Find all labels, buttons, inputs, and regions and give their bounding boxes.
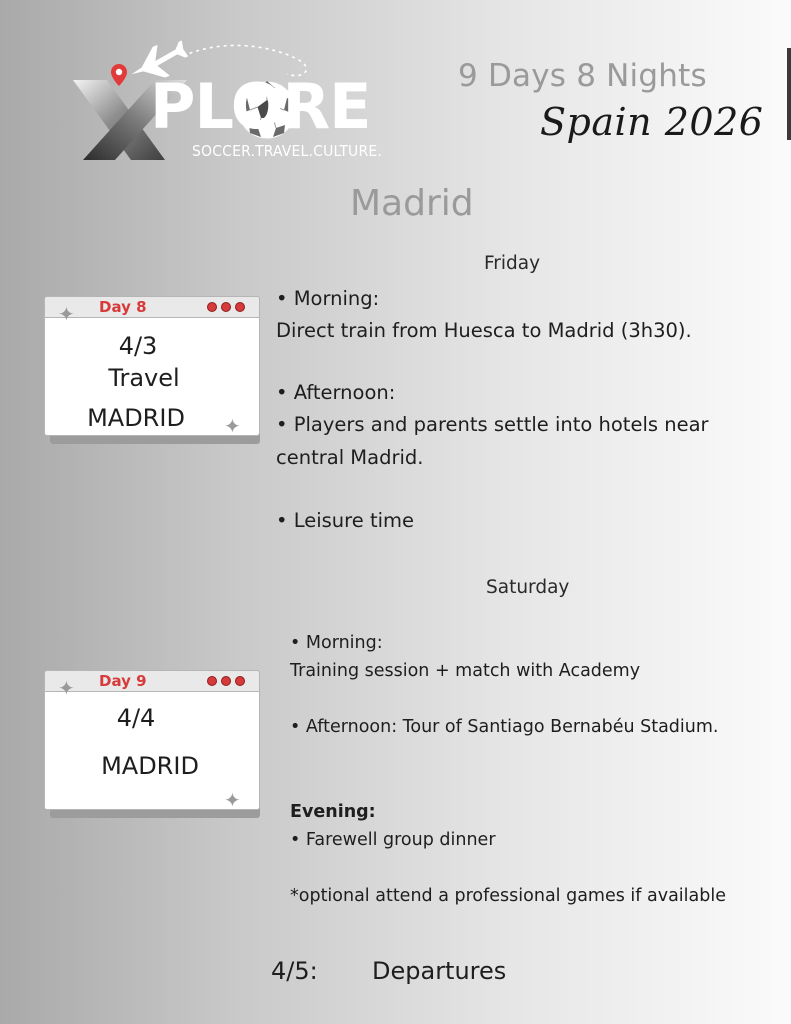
trip-title [540,100,780,180]
itinerary-item: central Madrid. [276,446,424,469]
optional-note: *optional attend a professional games if available [290,886,726,906]
itinerary-item: • Afternoon: Tour of Santiago Bernabéu Stadium. [290,717,719,737]
dot-icon [207,302,217,312]
dot-icon [221,676,231,686]
day-card-8 [44,296,260,438]
sparkle-icon: ✦ [58,676,75,700]
day-card-9 [44,670,260,812]
itinerary-item: • Players and parents settle into hotels near [276,413,709,436]
logo-tagline: SOCCER.TRAVEL.CULTURE. [192,142,382,160]
itinerary-item: • Morning: [276,287,380,310]
day-badge: Day 9 [99,672,147,690]
edge-mark [787,48,791,140]
itinerary-item: Training session + match with Academy [290,661,641,681]
logo-wordmark: PLORE [150,70,371,143]
dot-icon [207,676,217,686]
departure-label: Departures [372,957,507,985]
trip-duration: 9 Days 8 Nights [458,58,707,94]
departure-date: 4/5: [271,957,318,985]
city-heading: Madrid [350,183,474,224]
itinerary-item: • Morning: [290,633,383,653]
dot-icon [235,302,245,312]
window-dots [207,302,245,312]
card-activity: Travel [108,364,180,392]
day-badge: Day 8 [99,298,147,316]
sparkle-icon: ✦ [224,788,241,812]
sparkle-icon: ✦ [224,414,241,438]
card-date: 4/4 [116,704,156,732]
itinerary-item: • Leisure time [276,509,414,532]
dot-icon [221,302,231,312]
xplore-logo [55,28,400,173]
window-dots [207,676,245,686]
dot-icon [235,676,245,686]
location-pin-icon [111,64,127,86]
card-date: 4/3 [118,332,158,360]
itinerary-item: • Farewell group dinner [290,830,496,850]
itinerary-item: Direct train from Huesca to Madrid (3h30). [276,319,692,342]
weekday-label: Friday [484,253,541,274]
weekday-label: Saturday [486,577,570,598]
trip-title-text: Spain 2026 [540,100,764,144]
card-header [44,670,260,692]
sparkle-icon: ✦ [58,302,75,326]
card-header [44,296,260,318]
itinerary-item: • Afternoon: [276,381,396,404]
card-city: MADRID [101,752,199,780]
card-city: MADRID [87,404,185,432]
evening-heading: Evening: [290,802,376,822]
